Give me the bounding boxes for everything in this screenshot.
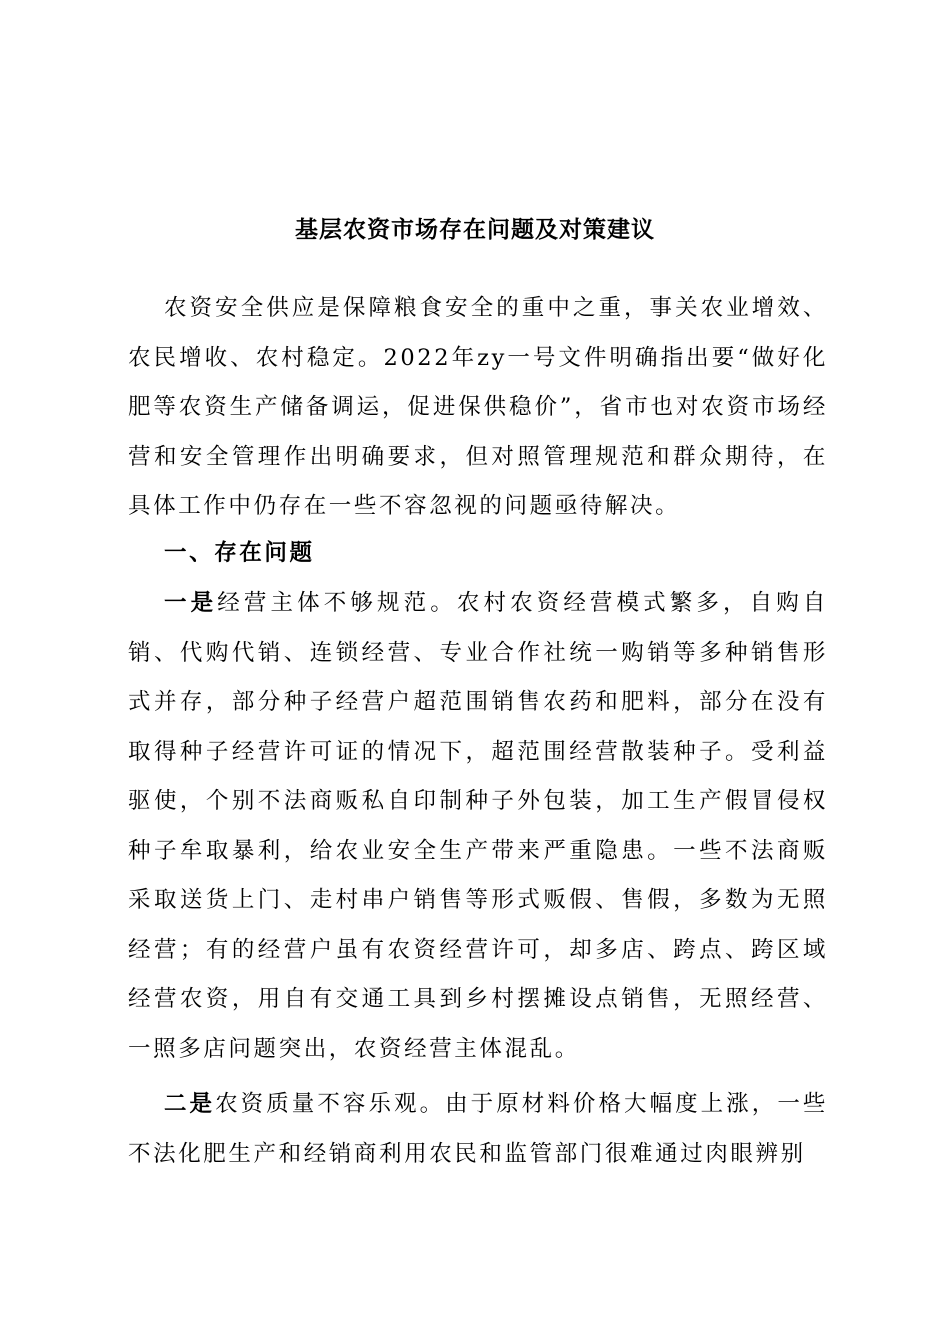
- document-title: 基层农资市场存在问题及对策建议: [295, 216, 655, 243]
- point-two-lead: 二是: [164, 1091, 216, 1117]
- point-one-paragraph: [128, 579, 828, 1074]
- point-one-text: 经营主体不够规范。农村农资经营模式繁多，自购自销、代购代销、连锁经营、专业合作社统一购销等多种销售形式并存，部分种子经营户超范围销售农药和肥料，部分在没有取得种子经营许可证的情况下，超范围经营散装种子。受利益驱使，个别不法商贩私自印制种子外包装，加工生产假冒侵权种子牟取暴利，给农业安全生产带来严重隐患。一些不法商贩采取送货上门、走村串户销售等形式贩假、售假，多数为无照经营；有的经营户虽有农资经营许可，却多店、跨点、跨区域经营农资，用自有交通工具到乡村摆摊设点销售，无照经营、一照多店问题突出，农资经营主体混乱。: [128, 590, 828, 1062]
- intro-paragraph: 农资安全供应是保障粮食安全的重中之重，事关农业增效、农民增收、农村稳定。2022年zy一号文件明确指出要“做好化肥等农资生产储备调运，促进保供稳价”，省市也对农资市场经营和安全管理作出明确要求，但对照管理规范和群众期待，在具体工作中仍存在一些不容忽视的问题亟待解决。: [128, 295, 828, 519]
- section-heading-problems: 一、存在问题: [164, 540, 315, 566]
- point-one-lead: 一是: [164, 590, 218, 616]
- point-two-paragraph: [128, 1080, 828, 1179]
- point-two-text: 农资质量不容乐观。由于原材料价格大幅度上涨，一些不法化肥生产和经销商利用农民和监管部门很难通过肉眼辨别: [128, 1091, 829, 1167]
